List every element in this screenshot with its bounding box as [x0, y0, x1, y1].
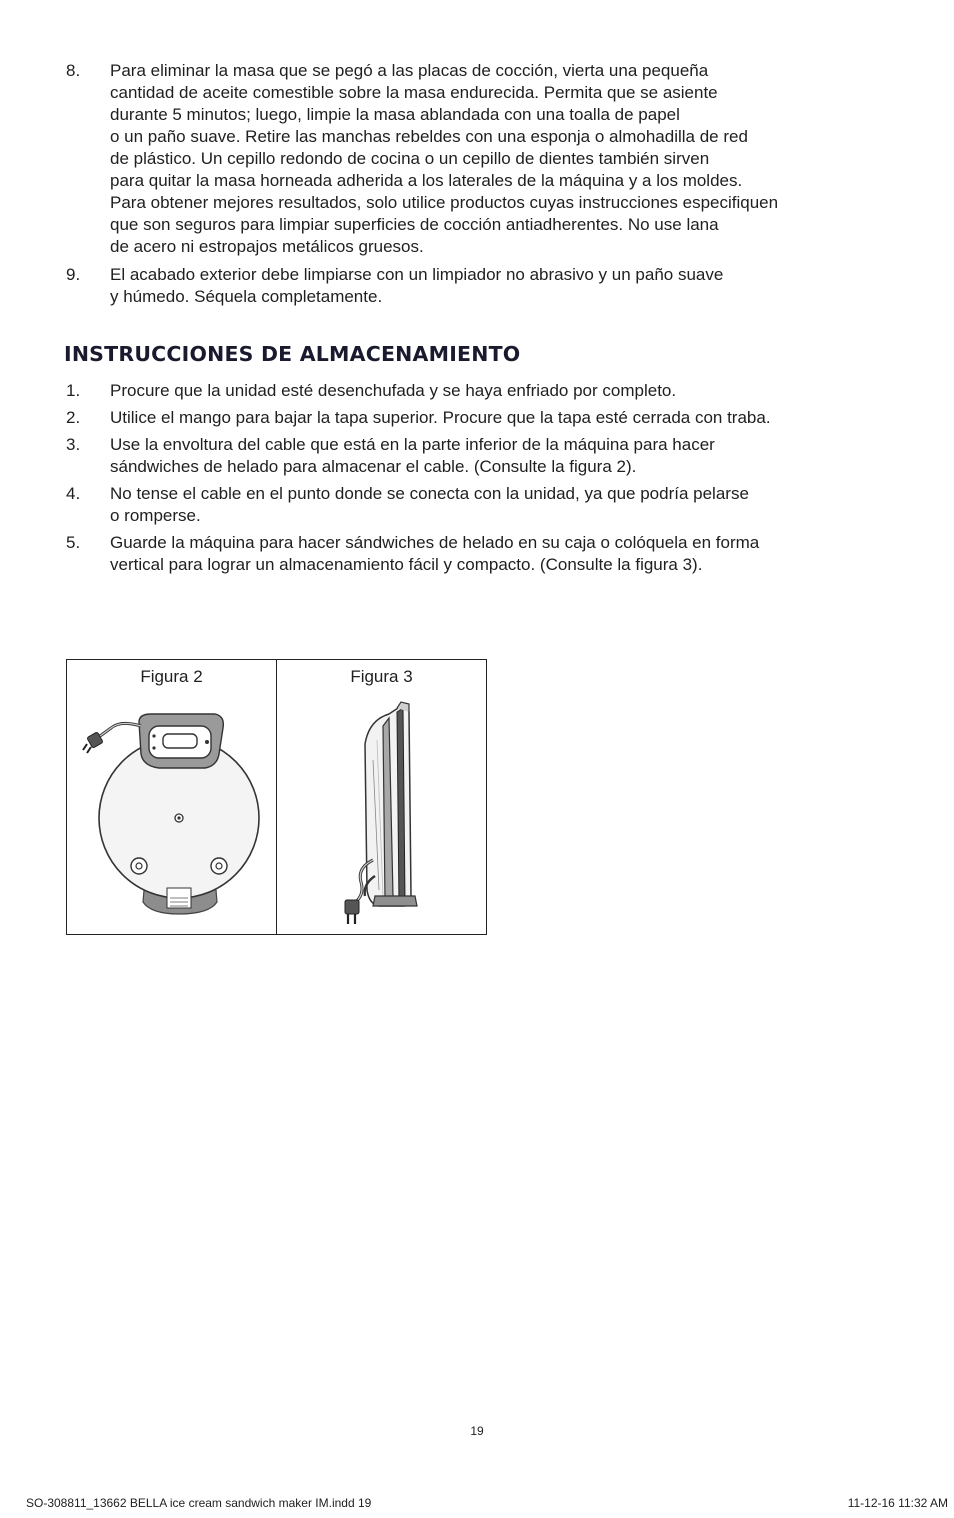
figures-box: [66, 659, 487, 935]
figure-3-illustration: [339, 700, 429, 932]
figure-2-label: Figura 2: [140, 667, 203, 686]
figure-3-label: Figura 3: [350, 667, 413, 686]
step-text-line: y húmedo. Séquela completamente.: [110, 287, 383, 306]
step-number: 5.: [66, 533, 81, 552]
cleaning-step-9: [66, 264, 896, 308]
step-text-line: de acero ni estropajos metálicos gruesos.: [110, 237, 424, 256]
figure-3-panel: [277, 660, 486, 934]
step-number: 2.: [66, 408, 81, 427]
step-text-line: El acabado exterior debe limpiarse con un limpiador no abrasivo y un paño suave: [110, 265, 724, 284]
step-text-line: de plástico. Un cepillo redondo de cocina o un cepillo de dientes también sirven: [110, 149, 710, 168]
storage-step-5: [66, 532, 896, 576]
figure-2-illustration: [81, 706, 265, 922]
step-text-line: para quitar la masa horneada adherida a los laterales de la máquina y a los moldes.: [110, 171, 743, 190]
step-number: 4.: [66, 484, 81, 503]
step-number: 9.: [66, 265, 81, 284]
step-text-line: Para obtener mejores resultados, solo utilice productos cuyas instrucciones especifiquen: [110, 193, 779, 212]
step-number: 1.: [66, 381, 81, 400]
step-text-line: que son seguros para limpiar superficies de cocción antiadherentes. No use lana: [110, 215, 719, 234]
step-text-line: No tense el cable en el punto donde se conecta con la unidad, ya que podría pelarse: [110, 484, 749, 503]
step-text-line: o un paño suave. Retire las manchas rebeldes con una esponja o almohadilla de red: [110, 127, 748, 146]
step-text-line: vertical para lograr un almacenamiento fácil y compacto. (Consulte la figura 3).: [110, 555, 703, 574]
step-text-line: Utilice el mango para bajar la tapa superior. Procure que la tapa esté cerrada con traba.: [110, 408, 771, 427]
cleaning-steps-list: [66, 60, 896, 308]
step-number: 8.: [66, 61, 81, 80]
storage-step-3: [66, 434, 896, 478]
print-slug-filename: SO-308811_13662 BELLA ice cream sandwich maker IM.indd 19: [26, 1496, 372, 1510]
step-text-line: Guarde la máquina para hacer sándwiches de helado en su caja o colóquela en forma: [110, 533, 760, 552]
storage-step-4: [66, 483, 896, 527]
print-slug-timestamp: 11-12-16 11:32 AM: [847, 1496, 948, 1510]
step-text-line: Use la envoltura del cable que está en la parte inferior de la máquina para hacer: [110, 435, 715, 454]
storage-steps-list: [66, 380, 896, 576]
step-text-line: sándwiches de helado para almacenar el cable. (Consulte la figura 2).: [110, 457, 637, 476]
step-text-line: Procure que la unidad esté desenchufada y se haya enfriado por completo.: [110, 381, 677, 400]
page-number: 19: [470, 1424, 484, 1438]
step-text-line: cantidad de aceite comestible sobre la masa endurecida. Permita que se asiente: [110, 83, 718, 102]
step-text-line: Para eliminar la masa que se pegó a las placas de cocción, vierta una pequeña: [110, 61, 709, 80]
step-text-line: durante 5 minutos; luego, limpie la masa ablandada con una toalla de papel: [110, 105, 680, 124]
figure-2-panel: [67, 660, 277, 934]
storage-step-1: [66, 380, 896, 402]
step-text-line: o romperse.: [110, 506, 201, 525]
storage-heading: INSTRUCCIONES DE ALMACENAMIENTO: [64, 342, 521, 366]
step-number: 3.: [66, 435, 81, 454]
storage-step-2: [66, 407, 896, 429]
cleaning-step-8: [66, 60, 896, 258]
